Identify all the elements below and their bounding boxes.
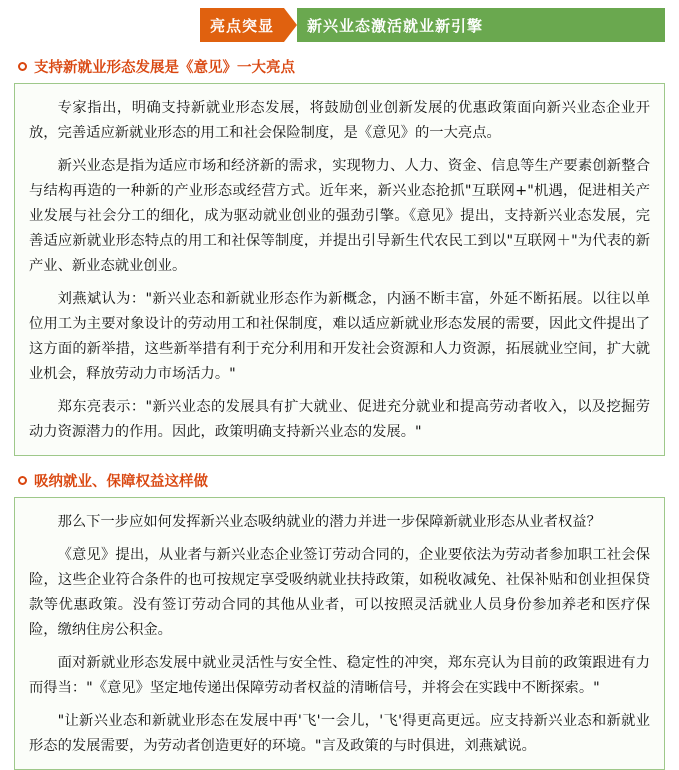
paragraph: 《意见》提出，从业者与新兴业态企业签订劳动合同的，企业要依法为劳动者参加职工社会保险，这些企业符合条件的也可按规定享受吸纳就业扶持政策，如税收减免、社保补贴和创业担保贷款等优惠政策。没有签订劳动合同的其他从业者，可以按照灵活就业人员身份参加养老和医疗保险，缴纳住房公积金。 <box>29 547 650 638</box>
section-heading-2-label: 吸纳就业、保障权益这样做 <box>34 474 208 490</box>
paragraph: 郑东亮表示："新兴业态的发展具有扩大就业、促进充分就业和提高劳动者收入，以及挖掘劳动力资源潜力的作用。因此，政策明确支持新兴业态的发展。" <box>29 399 650 440</box>
banner-arrow-icon <box>284 8 297 42</box>
paragraph: 刘燕斌认为："新兴业态和新就业形态作为新概念，内涵不断丰富，外延不断拓展。以往以单位用工为主要对象设计的劳动用工和社保制度，难以适应新就业形态发展的需要，因此文件提出了这方面的新举措，这些新举措有利于充分利用和开发社会资源和人力资源，拓展就业空间，扩大就业机会，释放劳动力市场活力。" <box>29 291 650 382</box>
paragraph: 新兴业态是指为适应市场和经济新的需求，实现物力、人力、资金、信息等生产要素创新整合与结构再造的一种新的产业形态或经营方式。近年来，新兴业态抢抓"互联网+"机遇，促进相关产业发展与社会分工的细化，成为驱动就业创业的强劲引擎。《意见》提出，支持新兴业态发展，完善适应新就业形态特点的用工和社保等制度，并提出引导新生代农民工到以"互联网＋"为代表的新产业、新业态就业创业。 <box>29 158 650 274</box>
section-body-2 <box>14 497 665 770</box>
banner-tag: 亮点突显 <box>200 8 284 42</box>
section-heading-1 <box>18 56 665 77</box>
paragraph: 面对新就业形态发展中就业灵活性与安全性、稳定性的冲突，郑东亮认为目前的政策跟进有力而得当："《意见》坚定地传递出保障劳动者权益的清晰信号，并将会在实践中不断探索。" <box>29 655 650 696</box>
section-heading-2 <box>18 470 665 491</box>
bullet-dot-icon <box>18 476 27 485</box>
section-heading-1-label: 支持新就业形态发展是《意见》一大亮点 <box>34 60 295 76</box>
paragraph: "让新兴业态和新就业形态在发展中再'飞'一会儿，'飞'得更高更远。应支持新兴业态和新就业形态的发展需要，为劳动者创造更好的环境。"言及政策的与时俱进，刘燕斌说。 <box>29 713 650 754</box>
header-banner <box>14 8 665 42</box>
section-body-1 <box>14 83 665 456</box>
bullet-dot-icon <box>18 62 27 71</box>
paragraph: 那么下一步应如何发挥新兴业态吸纳就业的潜力并进一步保障新就业形态从业者权益？ <box>57 514 601 530</box>
banner-title: 新兴业态激活就业新引擎 <box>297 8 665 42</box>
document-page <box>0 8 679 766</box>
paragraph: 专家指出，明确支持新就业形态发展，将鼓励创业创新发展的优惠政策面向新兴业态企业开放，完善适应新就业形态的用工和社会保险制度，是《意见》的一大亮点。 <box>29 100 650 141</box>
